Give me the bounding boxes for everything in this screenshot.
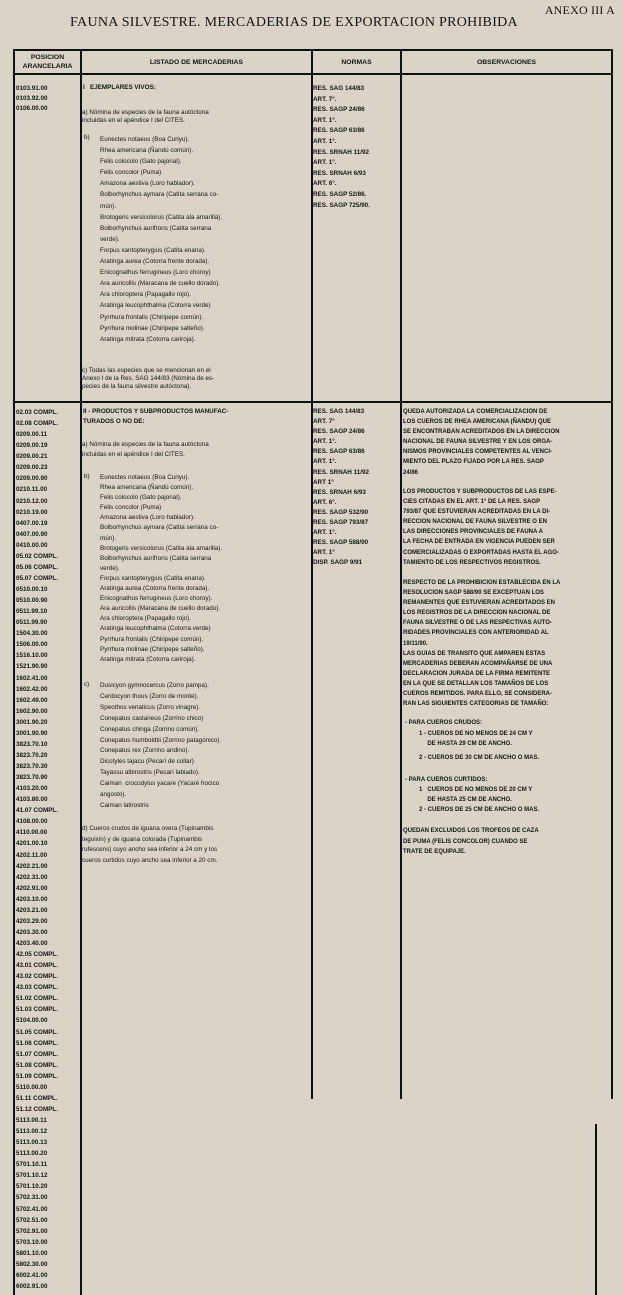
species-entry: Ara chloroptera (Papagallo rojo). xyxy=(100,615,192,623)
tariff-position: 51.11 COMPL. xyxy=(16,1094,58,1102)
tariff-position: 0103.92.00 xyxy=(16,95,48,102)
section1-item-a: a) Nómina de especies de la fauna autóctona incluidas en el apéndice I del CITES. xyxy=(82,109,209,125)
section1-item-c: c) Todas las especies que se mencionan en el Anexo I de la Res. SAG 144/83 (Nómina de es- pecies de la fauna silvestre autóctona). xyxy=(82,367,215,391)
tariff-position: 5113.00.20 xyxy=(16,1150,48,1158)
tariff-position: 4203.30.00 xyxy=(16,928,48,936)
species-entry: Rhea americana (Ñandú común). xyxy=(100,484,194,492)
tariff-position: 4103.20.00 xyxy=(16,785,48,793)
tariff-position: 0210.19.00 xyxy=(16,508,48,516)
observation-transit-guides: LAS GUIAS DE TRANSITO QUE AMPAREN ESTAS MERCADERIAS DEBERAN ACOMPAÑARSE DE UNA DECLARACION JURADA DE LA FIRMA REMITENTE EN LA QUE SE DETALLAN LOS TAMAÑOS DE LOS CUEROS REMITIDOS. PARA ELLO, SE CONSIDERA- RAN LAS SIGUIENTES CATEGORIAS DE TAMAÑO: xyxy=(403,651,553,708)
tariff-position: 0510.00.10 xyxy=(16,586,48,593)
species-entry: Speothos venaticus (Zorro vinagre). xyxy=(100,703,201,711)
tariff-position: 43.03 COMPL. xyxy=(16,984,58,992)
tariff-position: 5701.10.12 xyxy=(16,1172,48,1180)
tariff-position: 0209.00.21 xyxy=(16,453,48,461)
species-entry: Aratinga mitrata (Cotorra cariroja). xyxy=(100,655,196,663)
norm-reference: ART. 7° xyxy=(313,418,335,426)
tariff-position: 6002.41.00 xyxy=(16,1271,48,1279)
norm-reference: ART. 1° xyxy=(313,549,335,557)
section1-heading: I EJEMPLARES VIVOS: xyxy=(83,84,156,91)
tariff-position: 5104.00.00 xyxy=(16,1017,48,1025)
tariff-position: 43.01 COMPL. xyxy=(16,962,58,970)
species-entry: Pyrrhura frontalis (Chiripepe común). xyxy=(100,635,204,643)
tariff-position: 3823.70.10 xyxy=(16,740,48,748)
tariff-position: 4201.00.10 xyxy=(16,840,48,848)
tariff-position: 4202.31.00 xyxy=(16,873,48,881)
species-entry: Aratinga leucophthalma (Cotorra verde) xyxy=(100,625,211,633)
tariff-position: 3823.70.20 xyxy=(16,751,48,759)
species-entry: verde). xyxy=(100,564,120,572)
norm-reference: RES. SAG 144/83 xyxy=(313,408,365,415)
tariff-position: 0209.00.19 xyxy=(16,442,48,450)
tariff-position: 1504.30.00 xyxy=(16,630,48,638)
species-entry: Felis concolor (Puma) xyxy=(100,169,162,177)
tariff-position: 4203.40.00 xyxy=(16,940,48,947)
tariff-position: 4103.80.00 xyxy=(16,796,48,804)
species-entry: Amazona aestiva (Loro hablador). xyxy=(100,514,195,522)
species-entry: Enicognathus ferrugineus (Loro choroy). xyxy=(100,595,213,603)
observation-raw-hides-1: 1 - CUEROS DE NO MENOS DE 24 CM Y DE HASTA 29 CM DE ANCHO. xyxy=(419,731,533,747)
observation-registered-products: LOS PRODUCTOS Y SUBPRODUCTOS DE LAS ESPE- CIES CITADAS EN EL ART. 1° DE LA RES. SAGP 793/87 QUE ESTUVIERAN ACREDITADAS EN LA DI- RECCION NACIONAL DE FAUNA SILVESTRE O EN LAS DIRECCIONES PROVINCIALES DE FAUNA A LA FECHA DE ENTRADA EN VIGENCIA PUEDEN SER COMERCIALIZADAS O EXPORTADAS HASTA EL AGO- TAMIENTO DE LOS RESPECTIVOS REGISTROS. xyxy=(403,489,559,566)
tariff-position: 0410.00.00 xyxy=(16,541,48,549)
norm-reference: RES. SAG 144/83 xyxy=(313,85,365,92)
species-entry: Aratinga mitrata (Cotorra cariroja). xyxy=(100,335,196,343)
tariff-position: 1602.49.00 xyxy=(16,696,48,704)
norm-reference: RES. SAGP 532/90 xyxy=(313,508,369,516)
section2-norms xyxy=(313,407,369,569)
tariff-position: 0511.99.90 xyxy=(16,619,48,627)
norm-reference: ART. 1°. xyxy=(313,438,337,446)
species-entry: Pyrrhura molinae (Chiripepe salteño). xyxy=(100,324,205,332)
tariff-position: 51.08 COMPL. xyxy=(16,1061,58,1069)
header-divider xyxy=(13,73,613,75)
species-entry: Aratinga aurea (Cotorra frente dorada). xyxy=(100,585,210,593)
column-divider-3 xyxy=(400,49,402,1099)
section2-item-c-label: c) xyxy=(84,681,90,688)
tariff-position: 5113.00.13 xyxy=(16,1139,48,1147)
species-entry: Forpus xantopterygius (Catita enana). xyxy=(100,246,206,254)
tariff-position: 0407.00.90 xyxy=(16,530,48,538)
tariff-position: 4202.21.00 xyxy=(16,862,48,870)
tariff-position: 02.03 COMPL. xyxy=(16,409,58,416)
norm-reference: ART. 7°. xyxy=(313,95,337,103)
section1-species-b xyxy=(100,134,222,345)
annex-label: ANEXO III A xyxy=(544,3,615,17)
export-prohibition-table xyxy=(13,49,613,1295)
tariff-position: 51.07 COMPL. xyxy=(16,1050,58,1058)
species-entry: Pyrrhura molinae (Chiripepe salteño). xyxy=(100,645,205,653)
tariff-position: 1602.41.00 xyxy=(16,674,48,682)
tariff-position: 42.05 COMPL. xyxy=(16,951,58,959)
section2-positions xyxy=(16,407,58,1292)
tariff-position: 4203.29.00 xyxy=(16,917,48,925)
section2-species-c xyxy=(100,681,221,812)
species-entry: Eunectes notaeus (Boa Curiyu). xyxy=(100,136,190,143)
section2-item-b-label: b) xyxy=(84,473,90,480)
section2-item-a: a) Nómina de especies de la fauna autóctona incluidas en el apéndice I del CITES. xyxy=(82,441,209,458)
norm-reference: RES. SRNAH 11/92 xyxy=(313,148,369,156)
norm-reference: RES. SAGP 24/86 xyxy=(313,106,365,114)
tariff-position: 41.07 COMPL. xyxy=(16,807,58,815)
norm-reference: RES. SRNAH 6/93 xyxy=(313,169,366,177)
species-entry: Ara auricollis (Maracana de cuello dorado). xyxy=(100,280,221,288)
tariff-position: 5702.31.00 xyxy=(16,1194,48,1202)
species-entry: Bolborhynchus aurifrons (Catita serrana xyxy=(100,224,212,232)
section2-heading: II - PRODUCTOS Y SUBPRODUCTOS MANUFAC- TURADOS O NO DE: xyxy=(83,408,229,425)
norm-reference: ART. 6°. xyxy=(313,180,337,188)
tariff-position: 51.09 COMPL. xyxy=(16,1072,58,1080)
table-border-right xyxy=(611,49,613,1099)
tariff-position: 1602.90.00 xyxy=(16,707,48,715)
norm-reference: RES. SAGP 63/86 xyxy=(313,448,365,456)
species-entry: Caiman crocodylus yacare (Yacaré hocico xyxy=(100,780,220,788)
section1-norms xyxy=(313,84,370,211)
tariff-position: 05.06 COMPL. xyxy=(16,563,58,571)
tariff-position: 0210.12.00 xyxy=(16,497,48,505)
norm-reference: ART. 1°. xyxy=(313,458,337,466)
species-entry: Aratinga aurea (Cotorra frente dorada). xyxy=(100,258,210,266)
column-divider-1 xyxy=(80,49,82,1295)
tariff-position: 4108.00.00 xyxy=(16,818,48,826)
observation-raw-hides-2: 2 - CUEROS DE 30 CM DE ANCHO O MAS. xyxy=(419,755,540,761)
species-entry: Felis colocolo (Gato pajonal). xyxy=(100,158,182,166)
norm-reference: ART. 1°. xyxy=(313,529,337,537)
species-entry: Dicotyles tajacu (Pecarí de collar) xyxy=(100,758,194,766)
table-border-left xyxy=(13,49,15,1295)
norm-reference: DISP. SAGP 9/91 xyxy=(313,559,363,567)
tariff-position: 0511.99.10 xyxy=(16,608,48,616)
section-divider xyxy=(13,401,613,403)
species-entry: angosto). xyxy=(100,791,127,799)
tariff-position: 0407.00.19 xyxy=(16,519,48,527)
tariff-position: 43.02 COMPL. xyxy=(16,973,58,981)
species-entry: Felis colocolo (Gato pajonal). xyxy=(100,494,182,502)
tariff-position: 5702.41.00 xyxy=(16,1205,48,1213)
observation-raw-hides-heading: - PARA CUEROS CRUDOS: xyxy=(405,720,483,726)
norm-reference: ART. 1°. xyxy=(313,116,337,124)
tariff-position: 1516.10.00 xyxy=(16,652,48,660)
norm-reference: ART. 1°. xyxy=(313,159,337,167)
norm-reference: RES. SAGP 793/87 xyxy=(313,519,369,527)
norm-reference: RES. SAGP 52/86. xyxy=(313,190,367,198)
species-entry: Tayassu albirostris (Pecarí labiado). xyxy=(100,769,200,777)
observation-tanned-hides-2: 2 - CUEROS DE 25 CM DE ANCHO O MAS. xyxy=(419,807,540,813)
norm-reference: RES. SAGP 24/86 xyxy=(313,428,365,436)
tariff-position: 51.03 COMPL. xyxy=(16,1006,58,1014)
norm-reference: ART. 1°. xyxy=(313,137,337,145)
tariff-position: 1602.42.00 xyxy=(16,685,48,693)
tariff-position: 5703.10.00 xyxy=(16,1238,48,1246)
observation-puma-trophy-exclusion: QUEDAN EXCLUIDOS LOS TROFEOS DE CAZA DE PUMA (FELIS CONCOLOR) CUANDO SE TRATE DE EQUIPAJE. xyxy=(403,828,539,855)
species-entry: Bolborhynchus aurifrons (Catita serrana xyxy=(100,554,212,562)
tariff-position: 5702.51.00 xyxy=(16,1216,48,1224)
tariff-position: 3823.70.90 xyxy=(16,774,48,782)
species-entry: Aratinga leucophthalma (Cotorra verde) xyxy=(100,302,211,310)
tariff-position: 0209.00.90 xyxy=(16,475,48,483)
tariff-position: 05.02 COMPL. xyxy=(16,552,58,560)
tariff-position: 5113.00.11 xyxy=(16,1117,47,1124)
tariff-position: 02.08 COMPL. xyxy=(16,420,58,428)
tariff-position: 4110.00.00 xyxy=(16,829,48,837)
tariff-position: 1506.00.00 xyxy=(16,641,48,649)
species-entry: Caiman latirostris xyxy=(100,801,149,809)
tariff-position: 5701.10.20 xyxy=(16,1183,48,1191)
species-entry: mún). xyxy=(100,534,117,542)
tariff-position: 5110.00.00 xyxy=(16,1083,48,1091)
norm-reference: RES. SAGP 63/86 xyxy=(313,127,365,135)
tariff-position: 5113.00.12 xyxy=(16,1128,48,1136)
species-entry: Conepatus rex (Zorrino andino). xyxy=(100,747,190,755)
norm-reference: RES. SRNAH 6/93 xyxy=(313,488,366,496)
tariff-position: 4203.10.00 xyxy=(16,895,48,903)
tariff-position: 0510.00.90 xyxy=(16,597,48,605)
tariff-position: 4202.11.00 xyxy=(16,851,48,859)
species-entry: Enicognathus ferrugineus (Loro choroy) xyxy=(100,269,211,277)
tariff-position: 0209.00.11 xyxy=(16,431,48,439)
tariff-position: 3823.70.30 xyxy=(16,763,48,770)
tariff-position: 0210.11.00 xyxy=(16,486,48,494)
table-border-right-lower xyxy=(595,1124,597,1295)
species-entry: Rhea americana (Ñandú común). xyxy=(100,147,194,155)
tariff-position: 5702.91.00 xyxy=(16,1227,48,1235)
tariff-position: 0209.00.23 xyxy=(16,464,48,472)
tariff-position: 6002.91.00 xyxy=(16,1282,48,1290)
norm-reference: RES. SRNAH 11/92 xyxy=(313,468,369,476)
norm-reference: ART 1° xyxy=(313,478,334,486)
section1-positions xyxy=(16,84,48,114)
species-entry: Dusicyon gymnocercus (Zorro pampa). xyxy=(100,682,209,689)
column-header-norms: NORMAS xyxy=(341,58,372,66)
tariff-position: 0106.00.00 xyxy=(16,105,48,112)
tariff-position: 51.05 COMPL. xyxy=(16,1028,58,1036)
species-entry: Cerdocyon thous (Zorro de monte). xyxy=(100,692,199,700)
species-entry: Conepatus castaneus (Zorrino chico) xyxy=(100,714,204,722)
species-entry: Bolborhynchus aymara (Catita serrana co- xyxy=(100,191,219,199)
tariff-position: 51.12 COMPL. xyxy=(16,1105,58,1113)
species-entry: Eunectes notaeus (Boa Curiyu). xyxy=(100,474,190,481)
observation-nandu-authorization: QUEDA AUTORIZADA LA COMERCIALIZACION DE LOS CUEROS DE RHEA AMERICANA (ÑANDU) QUE SE ENCONTRABAN ACREDITADOS EN LA DIRECCION NACIONAL DE FAUNA SILVESTRE Y EN LOS ORGA- NISMOS PROVINCIALES COMPETENTES AL VENCI- MIENTO DEL PLAZO FIJADO POR LA RES. SAGP 24/86 xyxy=(403,409,560,476)
species-entry: Brotogeris versicolorus (Catita ala amarilla). xyxy=(100,544,223,552)
norm-reference: ART. 6°. xyxy=(313,498,337,506)
column-header-goods-list: LISTADO DE MERCADERIAS xyxy=(149,58,244,66)
tariff-position: 4203.21.00 xyxy=(16,906,48,914)
tariff-position: 51.02 COMPL. xyxy=(16,995,58,1003)
species-entry: Felis concolor (Puma) xyxy=(100,504,162,512)
species-entry: Conepatus chinga (Zorrino común). xyxy=(100,725,200,733)
column-header-observations: OBSERVACIONES xyxy=(476,58,537,66)
tariff-position: 4202.91.00 xyxy=(16,884,48,892)
page-title: FAUNA SILVESTRE. MERCADERIAS DE EXPORTACION PROHIBIDA xyxy=(70,15,518,30)
observation-tanned-hides-heading: - PARA CUEROS CURTIDOS: xyxy=(405,777,488,783)
column-header-position: POSICION ARANCELARIA xyxy=(22,54,73,70)
species-entry: Brotogeris versicolorus (Catita ala amarilla). xyxy=(100,213,223,221)
species-entry: Conepatus humboldtii (Zorrino patagónico). xyxy=(100,736,222,744)
observation-588-exception: RESPECTO DE LA PROHIBICION ESTABLECIDA EN LA RESOLUCION SAGP 588/90 SE EXCEPTUAN LOS REMANENTES QUE ESTUVIERAN ACREDITADOS EN LOS REGISTROS DE LA DIRECCION NACIONAL DE FAUNA SILVESTRE O DE LAS RESPECTIVAS AUTO- RIDADES PROVINCIALES CON ANTERIORIDAD AL 19/11/90. xyxy=(403,580,561,647)
tariff-position: 51.06 COMPL. xyxy=(16,1039,58,1047)
norm-reference: RES. SAGP 725/90. xyxy=(313,201,370,209)
tariff-position: 0103.91.00 xyxy=(16,85,48,92)
species-entry: Bolborhynchus aymara (Catita serrana co- xyxy=(100,524,219,532)
tariff-position: 3001.90.90 xyxy=(16,729,48,737)
tariff-position: 5802.30.00 xyxy=(16,1260,48,1268)
species-entry: Pyrrhura frontalis (Chiripepe común). xyxy=(100,313,204,321)
species-entry: Amazona aestiva (Loro hablador). xyxy=(100,180,195,188)
species-entry: mún). xyxy=(100,202,117,210)
section1-item-b-label: b) xyxy=(84,134,90,141)
tariff-position: 5701.10.11 xyxy=(16,1161,48,1169)
norm-reference: RES. SAGP 588/90 xyxy=(313,539,369,547)
tariff-position: 3001.90.20 xyxy=(16,718,48,726)
observation-tanned-hides-1: 1 CUEROS DE NO MENOS DE 20 CM Y DE HASTA 25 CM DE ANCHO. xyxy=(419,787,533,803)
section2-species-b xyxy=(100,473,222,665)
species-entry: Ara auricollis (Maracana de cuello dorado). xyxy=(100,605,221,613)
tariff-position: 05.07 COMPL. xyxy=(16,574,58,582)
tariff-position: 1521.90.90 xyxy=(16,663,48,671)
section2-item-d: d) Cueros crudos de iguana overa (Tupinambis teguixin) y de iguana colorada (Tupinambis rufescens) cuyo ancho sea inferior a 24 cm y los cueros curtidos cuyo ancho sea inferior a 20 cm. xyxy=(82,825,218,864)
species-entry: Ara chloroptera (Papagallo rojo). xyxy=(100,291,192,299)
species-entry: verde). xyxy=(100,235,120,243)
tariff-position: 5801.10.00 xyxy=(16,1249,48,1257)
species-entry: Forpus xantopterygius (Catita enana). xyxy=(100,574,206,582)
